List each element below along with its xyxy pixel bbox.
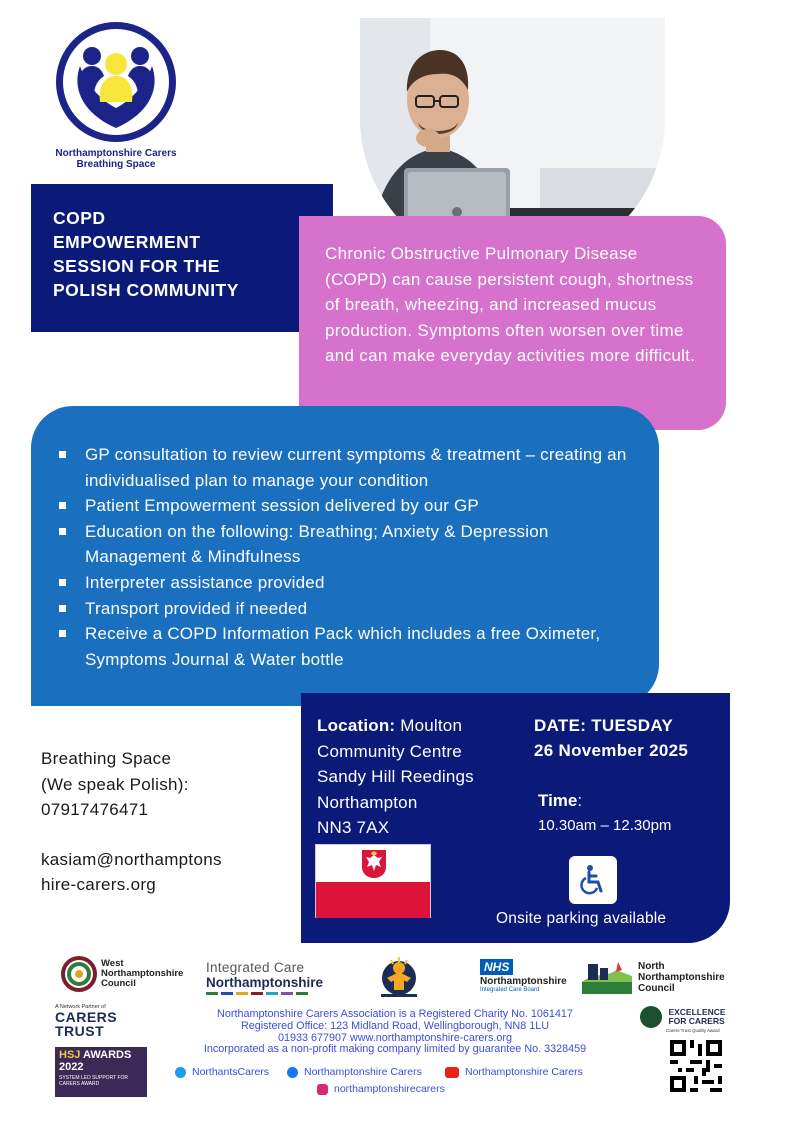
qr-code-icon[interactable] [670,1040,722,1092]
nnc-line-2: Northamptonshire [638,971,725,983]
phone-website[interactable]: 01933 677907 www.northamptonshire-carers.org [277,1031,513,1044]
carers-trust-logo [55,1004,147,1038]
ic-line-1: Integrated Care [206,960,305,975]
polish-eagle-icon [361,849,387,879]
wheelchair-icon [569,856,617,904]
location-line-2: Community Centre [317,741,462,761]
wnc-line-3: Council [101,978,136,989]
date-value: 26 November 2025 [534,741,689,760]
west-northamptonshire-logo [61,956,183,992]
logo-line-2: Breathing Space [76,159,156,170]
nhs-badge: NHS [480,959,513,975]
event-details-box [301,693,730,943]
check-icon [640,1006,662,1028]
childrens-trust-logo [373,956,425,1005]
integrated-care-logo [206,960,323,995]
time-label-text: Time [538,791,578,810]
date-block [534,713,688,763]
partner-logos [55,956,735,1006]
date-label: DATE: TUESDAY [534,716,673,735]
location-line-4: Northampton [317,792,418,812]
nhs-icb-logo [480,958,567,993]
hsj-award-text: SYSTEM LED SUPPORT FOR CARERS AWARD [59,1075,128,1087]
hsj-suffix: AWARDS 2022 [59,1049,132,1073]
twitter-handle: NorthantsCarers [192,1066,270,1078]
excellence-line-1: EXCELLENCE [668,1007,726,1017]
youtube-handle: Northamptonshire Carers [465,1066,583,1078]
carers-logo-icon [52,18,180,146]
facebook-icon [287,1067,298,1078]
instagram-handle: northamptonshirecarers [334,1083,445,1095]
instagram-link[interactable] [317,1083,445,1095]
feature-item: Education on the following: Breathing; Anxiety & Depression Management & Mindfulness [55,519,635,570]
copd-description: Chronic Obstructive Pulmonary Disease (COPD) can cause persistent cough, shortness of breath, wheezing, and increased mucus production. Symptoms often worsen over time and can make everyday activities more difficult. [299,216,726,430]
polish-flag [315,844,431,918]
facebook-handle: Northamptonshire Carers [304,1066,422,1078]
location-block [317,713,474,841]
feature-item: Transport provided if needed [55,596,635,622]
instagram-icon [317,1084,328,1095]
location-postcode: NN3 7AX [317,818,390,838]
title-line-4: POLISH COMMUNITY [53,280,239,300]
location-label: Location: [317,716,396,735]
registered-office: Registered Office: 123 Midland Road, Wellingborough, NN8 1LU [240,1019,550,1032]
north-north-council-icon [582,960,632,994]
wnc-line-1: West [101,958,124,969]
parking-note: Onsite parking available [496,910,667,927]
carers-trust-line-1: CARERS [55,1009,118,1025]
excellence-line-2: FOR CARERS [668,1016,725,1026]
north-northamptonshire-logo [582,960,725,994]
wnc-line-2: Northamptonshire [101,968,184,979]
carers-trust-line-2: TRUST [55,1023,105,1039]
time-label [538,791,582,811]
title-line-2: EMPOWERMENT [53,232,201,252]
contact-org: Breathing Space [41,749,172,768]
contact-language-note: (We speak Polish): [41,774,189,794]
charity-details [160,1009,630,1056]
contact-email[interactable] [41,847,222,898]
location-line-1: Moulton [395,716,463,735]
west-north-council-icon [61,956,97,992]
excellence-for-carers-logo [640,1006,730,1033]
nnc-line-1: North [638,960,665,972]
childrens-trust-icon [373,956,425,1000]
facebook-link[interactable] [287,1066,422,1078]
event-title-box [31,184,333,332]
charity-number: Northamptonshire Carers Association is a Registered Charity No. 1061417 [217,1008,573,1020]
contact-email-part-2: hire-carers.org [41,875,157,895]
contact-info [41,746,222,922]
twitter-link[interactable] [175,1066,269,1078]
feature-item: GP consultation to review current symptoms & treatment – creating an individualised plan to manage your condition [55,442,635,493]
feature-item: Interpreter assistance provided [55,570,635,596]
youtube-icon [445,1067,459,1078]
title-line-1: COPD [53,208,106,228]
time-colon: : [577,791,583,810]
hsj-prefix: HSJ [59,1049,81,1061]
title-line-3: SESSION FOR THE [53,256,220,276]
location-line-3: Sandy Hill Reedings [317,767,474,787]
feature-item: Patient Empowerment session delivered by our GP [55,493,635,519]
logo-line-1: Northamptonshire Carers [55,148,177,159]
feature-item: Receive a COPD Information Pack which includes a free Oximeter, Symptoms Journal & Water bottle [55,621,635,672]
session-features-box [31,406,659,706]
ic-line-2: Northamptonshire [206,975,324,990]
hsj-awards-badge [55,1047,147,1097]
time-value: 10.30am – 12.30pm [538,817,672,834]
contact-phone[interactable]: 07917476471 [41,800,149,820]
features-list [55,442,635,672]
youtube-link[interactable] [445,1066,583,1078]
company-number: Incorporated as a non-profit making company limited by guarantee No. 3328459 [203,1043,587,1056]
twitter-icon [175,1067,186,1078]
excellence-subtitle: Carers Trust Quality Award [666,1028,720,1033]
nnc-line-3: Council [638,982,675,994]
carers-trust-caption: A Network Partner of [55,1004,106,1010]
nhs-name: Northamptonshire [480,976,567,987]
contact-email-part-1: kasiam@northamptons [41,849,222,869]
breathing-space-logo [48,18,184,170]
nhs-subtitle: Integrated Care Board [480,987,540,993]
